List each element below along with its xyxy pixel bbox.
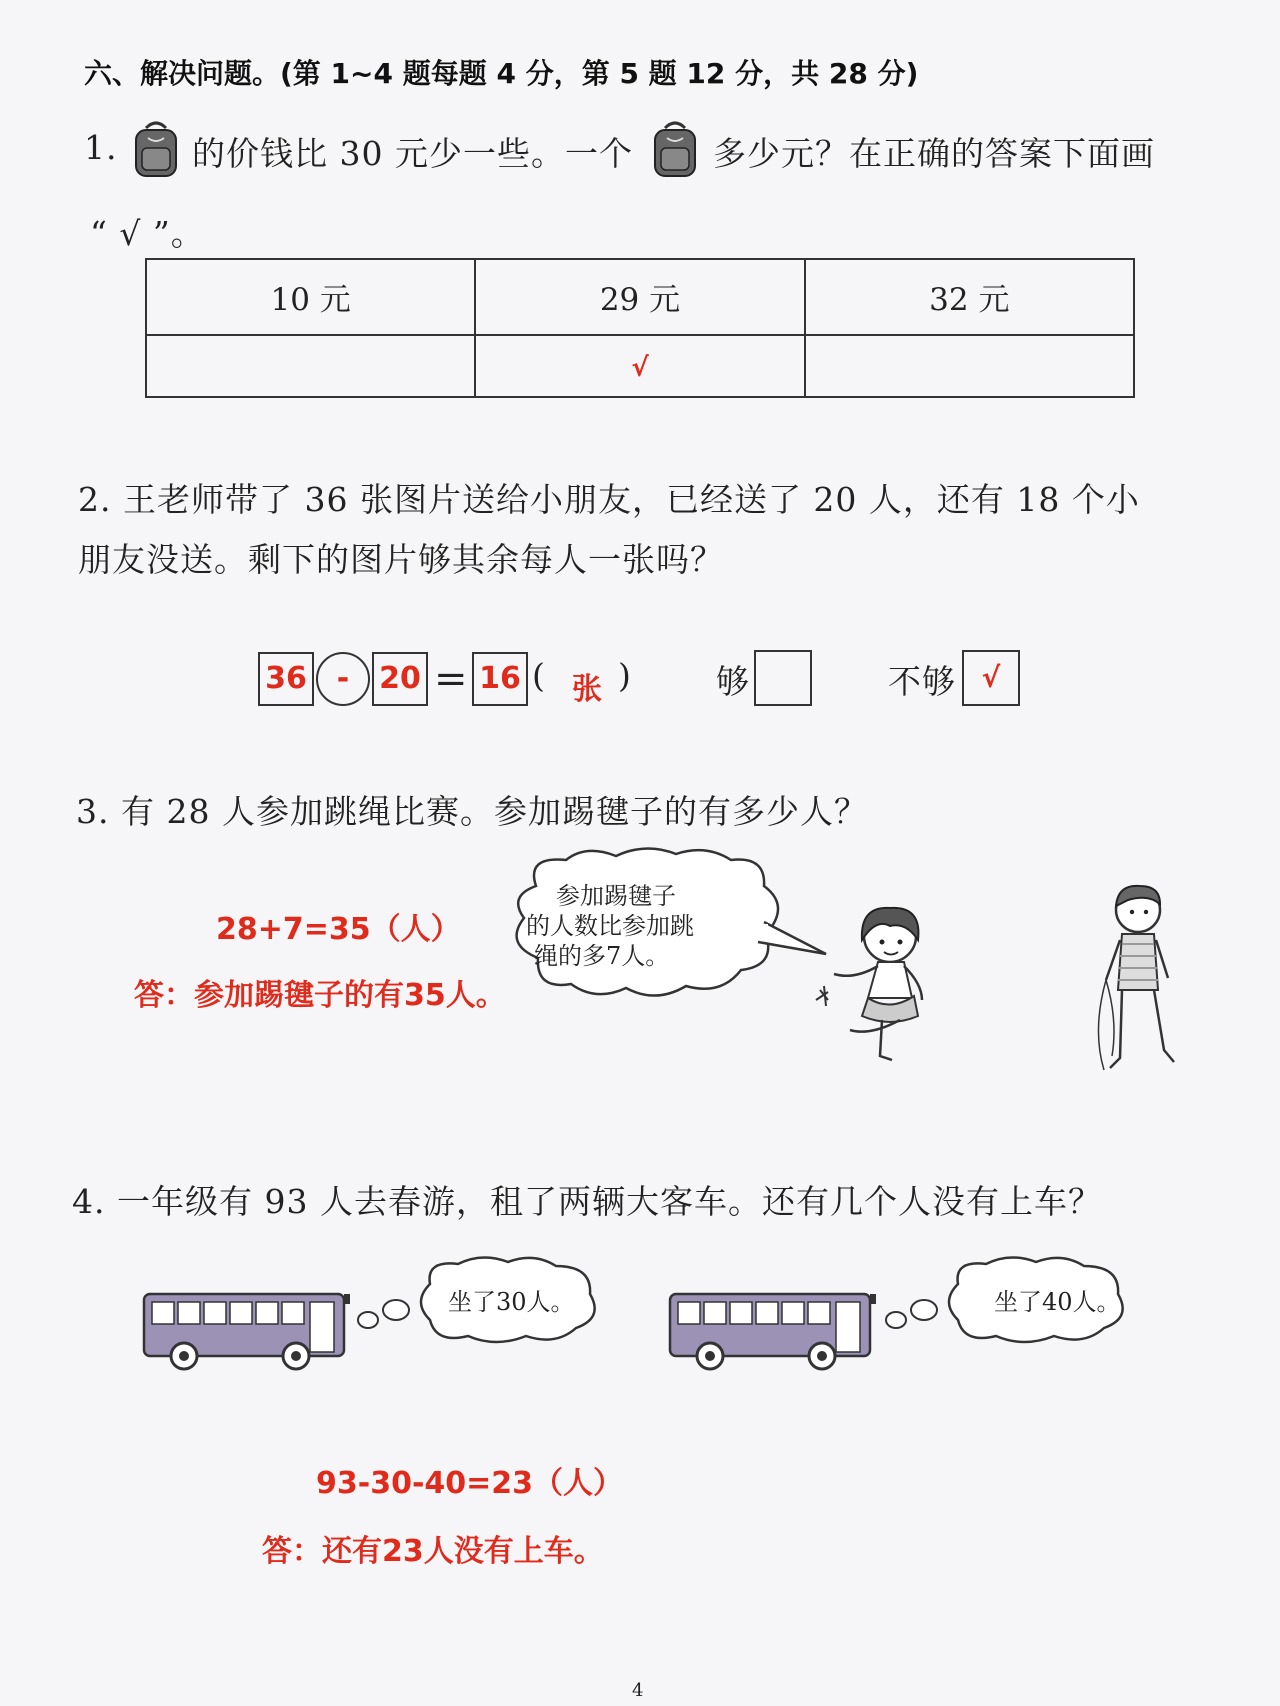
minuend-value: 36 [265, 661, 307, 696]
q4-answer: 答：还有23人没有上车。 [262, 1534, 604, 1569]
bubble-line: 绳的多7人。 [534, 942, 670, 970]
unit-label: 张 [572, 672, 602, 707]
section-heading: 六、解决问题。(第 1~4 题每题 4 分，第 5 题 12 分，共 28 分) [84, 57, 919, 90]
bus-illustration [666, 1288, 880, 1376]
q2-text-line1: 2. 王老师带了 36 张图片送给小朋友，已经送了 20 人，还有 18 个小 [78, 480, 1140, 519]
q2-text-line2: 朋友没送。剩下的图片够其余每人一张吗？ [78, 540, 724, 579]
answer-cell[interactable] [475, 335, 804, 397]
q3-equation: 28+7=35（人） [216, 912, 461, 947]
paren-close: ) [618, 656, 632, 695]
table-row [146, 259, 1134, 335]
minuend-box[interactable] [258, 652, 314, 706]
backpack-icon [128, 118, 184, 180]
girl-kicking-shuttlecock-illustration [810, 900, 960, 1080]
equals-sign: = [434, 656, 469, 702]
enough-label: 够 [716, 662, 750, 701]
q3-answer: 答：参加踢毽子的有35人。 [134, 978, 506, 1013]
not-enough-checkbox[interactable] [962, 650, 1020, 706]
bubble-line: 的人数比参加跳 [526, 912, 694, 940]
answer-cell[interactable] [805, 335, 1134, 397]
option-cell: 29 元 [475, 259, 804, 335]
q3-text: 3. 有 28 人参加跳绳比赛。参加踢毽子的有多少人？ [76, 792, 868, 831]
price-options-table [145, 258, 1135, 398]
bubble-text: 坐了30人。 [448, 1288, 575, 1316]
q4-text: 4. 一年级有 93 人去春游，租了两辆大客车。还有几个人没有上车？ [72, 1182, 1102, 1221]
subtrahend-box[interactable] [372, 652, 428, 706]
q1-text-part-c: “ √ ”。 [90, 214, 205, 253]
q1-number: 1. [84, 128, 118, 167]
paren-open: ( [532, 656, 546, 695]
q1-text-part-a: 的价钱比 30 元少一些。一个 [192, 134, 633, 173]
subtrahend-value: 20 [379, 661, 421, 696]
checkmark: √ [981, 661, 1001, 694]
result-value: 16 [479, 661, 521, 696]
boy-with-jump-rope-illustration [1088, 880, 1188, 1080]
answer-cell[interactable] [146, 335, 475, 397]
not-enough-label: 不够 [888, 662, 956, 701]
backpack-icon [647, 118, 703, 180]
option-cell: 32 元 [805, 259, 1134, 335]
table-row [146, 335, 1134, 397]
operator-value: - [336, 661, 350, 696]
bubble-text: 坐了40人。 [994, 1288, 1121, 1316]
q4-equation: 93-30-40=23（人） [316, 1466, 624, 1501]
page-number: 4 [632, 1680, 644, 1701]
bus-illustration [140, 1288, 354, 1376]
q1-text-part-b: 多少元？在正确的答案下面画 [713, 134, 1155, 173]
checkmark: √ [631, 352, 649, 383]
operator-circle[interactable] [316, 652, 370, 706]
bubble-line: 参加踢毽子 [556, 882, 676, 910]
option-cell: 10 元 [146, 259, 475, 335]
result-box[interactable] [472, 652, 528, 706]
enough-checkbox[interactable] [754, 650, 812, 706]
